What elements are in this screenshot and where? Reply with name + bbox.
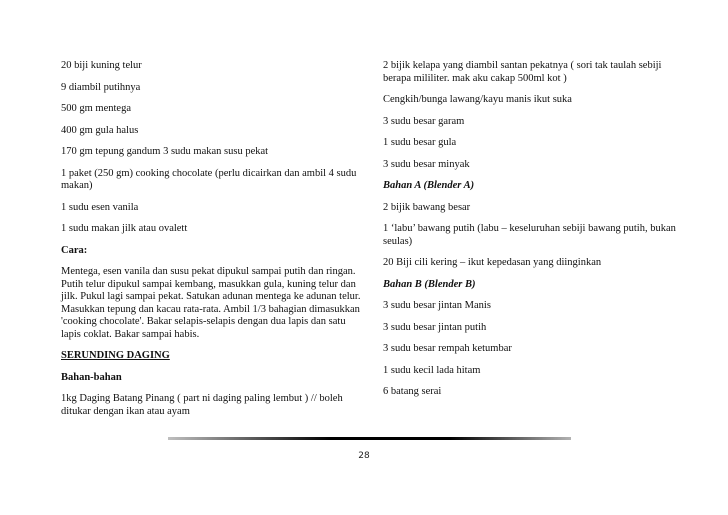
bahan-b-heading: Bahan B (Blender B) — [383, 278, 476, 290]
ingredient-line: 3 sudu besar jintan putih — [383, 321, 487, 333]
page-number: 28 — [358, 451, 370, 461]
ingredient-line: 1 sudu esen vanila — [61, 201, 139, 213]
bahan-heading: Bahan-bahan — [61, 371, 122, 383]
cara-paragraph: Mentega, esen vanila dan susu pekat dipukul sampai putih dan ringan. Putih telur dipukul sampai kembang, masukkan gula, kuning telur dan jilk. Pukul lagi sampai pekat. Satukan adunan mentega ke adunan telur. Masukkan tepung dan kacau rata-rata. Ambil 1/3 bahagian dimasukkan 'cooking chocolate'. Bakar selapis-selapis dengan dua lapis dan satu lapis coklat. Bakar sampai habis. — [61, 266, 361, 340]
ingredient-line: 1 sudu besar gula — [383, 137, 457, 148]
left-column — [61, 60, 361, 427]
ingredient-line: 3 sudu besar garam — [383, 115, 465, 127]
ingredient-line: Cengkih/bunga lawang/kayu manis ikut suka — [383, 94, 572, 105]
ingredient-line: 3 sudu besar jintan Manis — [383, 300, 491, 311]
ingredient-line: 6 batang serai — [383, 386, 442, 397]
ingredient-line: 9 diambil putihnya — [61, 81, 141, 93]
ingredient-line: 2 bijik bawang besar — [383, 201, 471, 213]
ingredient-line: 3 sudu besar rempah ketumbar — [383, 343, 512, 354]
ingredient-line: 2 bijik kelapa yang diambil santan pekatnya ( sori tak taulah sebiji berapa mililiter. mak aku cakap 500ml kot ) — [383, 60, 662, 84]
ingredient-line: 20 Biji cili kering – ikut kepedasan yang diinginkan — [383, 257, 602, 268]
ingredient-line: 1 paket (250 gm) cooking chocolate (perlu dicairkan dan ambil 4 sudu makan) — [61, 167, 357, 191]
ingredient-line: 1 sudu makan jilk atau ovalett — [61, 223, 188, 234]
ingredient-line: 1 ‘labu’ bawang putih (labu – keseluruhan sebiji bawang putih, bukan seulas) — [383, 223, 676, 247]
bahan-a-heading: Bahan A (Blender A) — [383, 180, 475, 191]
ingredient-line: 1 sudu kecil lada hitam — [383, 364, 481, 376]
ingredient-line: 1kg Daging Batang Pinang ( part ni daging paling lembut ) // boleh ditukar dengan ikan atau ayam — [61, 393, 343, 417]
cara-heading: Cara: — [61, 244, 88, 256]
ingredient-line: 3 sudu besar minyak — [383, 158, 470, 170]
ingredient-line: 400 gm gula halus — [61, 124, 139, 136]
ingredient-line: 500 gm mentega — [61, 103, 131, 114]
ingredient-line: 170 gm tepung gandum 3 sudu makan susu pekat — [61, 146, 269, 157]
ingredient-line: 20 biji kuning telur — [61, 60, 142, 71]
right-column — [383, 60, 683, 408]
page-divider — [168, 437, 571, 440]
serunding-heading: SERUNDING DAGING — [61, 350, 170, 361]
